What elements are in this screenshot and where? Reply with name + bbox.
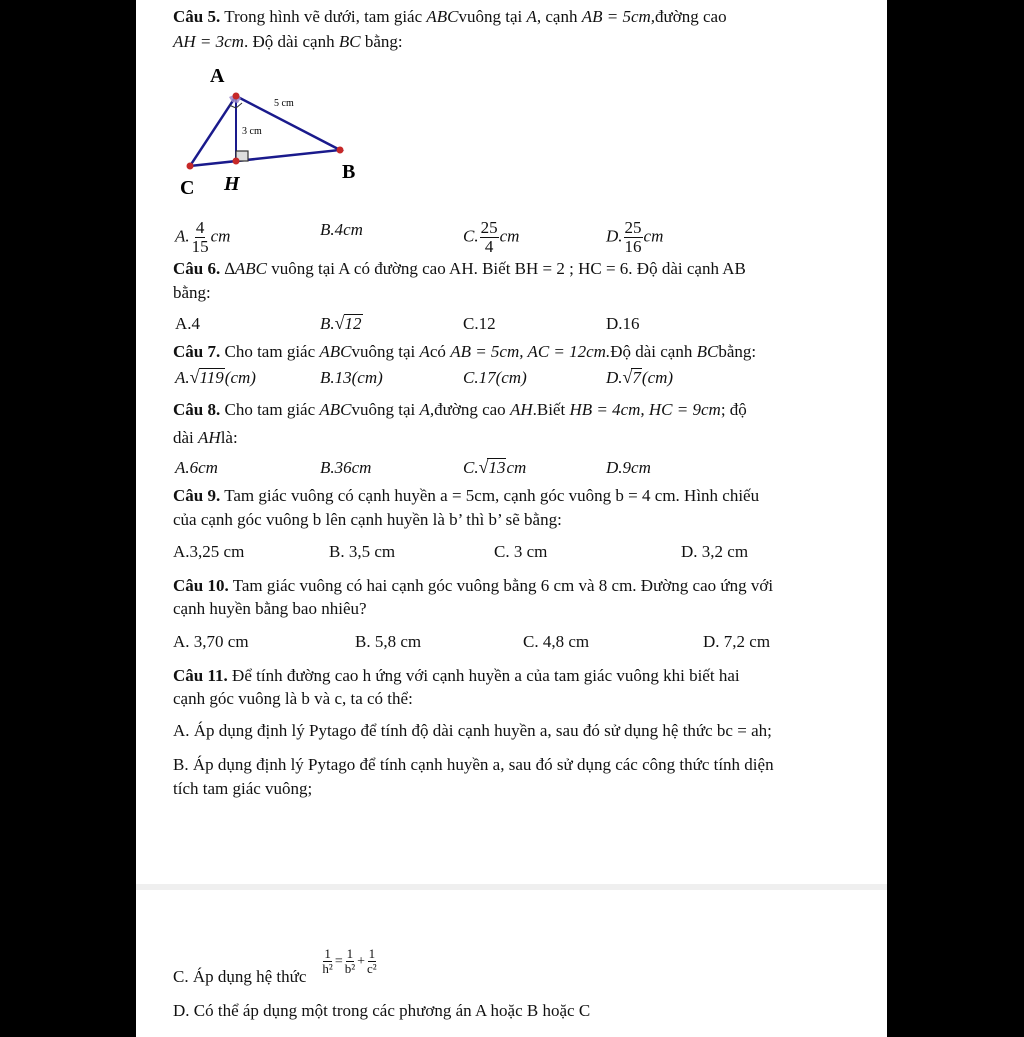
q7-option-d: D. √ 7 (cm) — [606, 367, 674, 387]
q5-line1: Câu 5. Trong hình vẽ dưới, tam giác ABCvuông tại A, cạnh AB = 5cm,đường cao — [173, 7, 727, 26]
q6-option-c: C.12 — [463, 314, 496, 333]
q11-option-d: D. Có thể áp dụng một trong các phương án A hoặc B hoặc C — [173, 1001, 591, 1020]
q5-option-a: A. $\frac{4}{15}$ cm — [175, 218, 231, 256]
formula: $\frac{1}{\text{h²}}$ = $\frac{1}{\text{b²}}$ + $\frac{1}{\text{c²}}$ — [322, 946, 377, 976]
q5-option-b: B.4cm — [320, 220, 363, 239]
q10-line2: cạnh huyền bằng bao nhiêu? — [173, 599, 367, 618]
q7-option-a: A. √ 119 (cm) — [175, 367, 256, 387]
q5-line2: AH = 3cm. Độ dài cạnh BC bằng: — [173, 32, 403, 51]
fraction: $\frac{1}{\text{b²}}$ — [344, 946, 356, 976]
q6-label: Câu 6. — [173, 259, 221, 278]
q8-option-a: A.6cm — [175, 458, 218, 477]
q9-line2: của cạnh góc vuông b lên cạnh huyền là b’ thì b’ sẽ bằng: — [173, 510, 562, 529]
page-divider — [136, 884, 887, 890]
q11-option-b-line1: B. Áp dụng định lý Pytago để tính cạnh huyền a, sau đó sử dụng các công thức tính diện — [173, 755, 774, 774]
q11-option-a: A. Áp dụng định lý Pytago để tính độ dài cạnh huyền a, sau đó sử dụng hệ thức bc = ah; — [173, 721, 772, 740]
q11-label: Câu 11. — [173, 666, 228, 685]
label-h: H — [224, 173, 240, 195]
triangle-abc — [190, 96, 340, 166]
label-c: C — [180, 177, 195, 199]
sqrt: √ 7 — [622, 367, 641, 387]
q7-line1: Câu 7. Cho tam giác ABCvuông tại Acó AB = 5cm, AC = 12cm.Độ dài cạnh BCbằng: — [173, 342, 757, 361]
q10-option-b: B. 5,8 cm — [355, 632, 422, 651]
q6-option-d: D.16 — [606, 314, 640, 333]
q7-option-c: C.17(cm) — [463, 368, 527, 387]
point-b — [337, 147, 344, 154]
q5-label: Câu 5. — [173, 7, 221, 26]
q6-option-a: A.4 — [175, 314, 201, 333]
triangle-diagram — [166, 58, 406, 208]
q10-line1: Câu 10. Tam giác vuông có hai cạnh góc vuông bằng 6 cm và 8 cm. Đường cao ứng với — [173, 576, 774, 595]
q5-option-c: C. $\frac{25}{4}$ cm — [463, 218, 520, 256]
q9-option-c: C. 3 cm — [494, 542, 548, 561]
fraction: $\frac{4}{15}$ — [191, 218, 209, 256]
q11-line1: Câu 11. Để tính đường cao h ứng với cạnh huyền a của tam giác vuông khi biết hai — [173, 666, 740, 685]
q9-option-d: D. 3,2 cm — [681, 542, 749, 561]
fraction: $\frac{1}{\text{h²}}$ — [322, 946, 333, 976]
q9-option-b: B. 3,5 cm — [329, 542, 396, 561]
document-page — [136, 0, 887, 1037]
q9-label: Câu 9. — [173, 486, 221, 505]
q10-label: Câu 10. — [173, 576, 229, 595]
q10-option-c: C. 4,8 cm — [523, 632, 590, 651]
point-c — [187, 163, 194, 170]
point-a — [233, 93, 240, 100]
label-b: B — [342, 161, 356, 183]
q7-option-b: B.13(cm) — [320, 368, 383, 387]
point-h — [233, 158, 240, 165]
fraction: $\frac{25}{16}$ — [624, 218, 642, 256]
q6-line1: Câu 6. ∆ABC vuông tại A có đường cao AH. Biết BH = 2 ; HC = 6. Độ dài cạnh AB — [173, 259, 746, 278]
q8-option-b: B.36cm — [320, 458, 372, 477]
q7-label: Câu 7. — [173, 342, 221, 361]
q8-label: Câu 8. — [173, 400, 221, 419]
q8-option-c: C. √ 13 cm — [463, 457, 527, 477]
q11-option-b-line2: tích tam giác vuông; — [173, 779, 313, 798]
sqrt: √ 12 — [334, 313, 362, 333]
q9-line1: Câu 9. Tam giác vuông có cạnh huyền a = 5cm, cạnh góc vuông b = 4 cm. Hình chiếu — [173, 486, 760, 505]
fraction: $\frac{1}{\text{c²}}$ — [367, 946, 377, 976]
sqrt: √ 119 — [189, 367, 224, 387]
q8-line1: Câu 8. Cho tam giác ABCvuông tại A,đường cao AH.Biết HB = 4cm, HC = 9cm; độ — [173, 400, 747, 419]
label-3cm: 3 cm — [242, 126, 262, 137]
label-a: A — [210, 65, 225, 87]
sqrt: √ 13 — [478, 457, 506, 477]
q6-line2: bằng: — [173, 283, 211, 302]
q8-option-d: D.9cm — [606, 458, 651, 477]
q5-option-d: D. $\frac{25}{16}$ cm — [606, 218, 664, 256]
q11-line2: cạnh góc vuông là b và c, ta có thể: — [173, 689, 413, 708]
q9-option-a: A.3,25 cm — [173, 542, 245, 561]
fraction: $\frac{25}{4}$ — [480, 218, 498, 256]
q8-line2: dài AHlà: — [173, 428, 238, 447]
q6-option-b: B. √ 12 — [320, 313, 362, 333]
q11-option-c: C. Áp dụng hệ thức $\frac{1}{\text{h²}}$ = $\frac{1}{\text{b²}}$ + $\frac{1}{\text{c²}}$ — [173, 946, 377, 986]
q10-option-d: D. 7,2 cm — [703, 632, 771, 651]
label-5cm: 5 cm — [274, 98, 294, 109]
q10-option-a: A. 3,70 cm — [173, 632, 249, 651]
